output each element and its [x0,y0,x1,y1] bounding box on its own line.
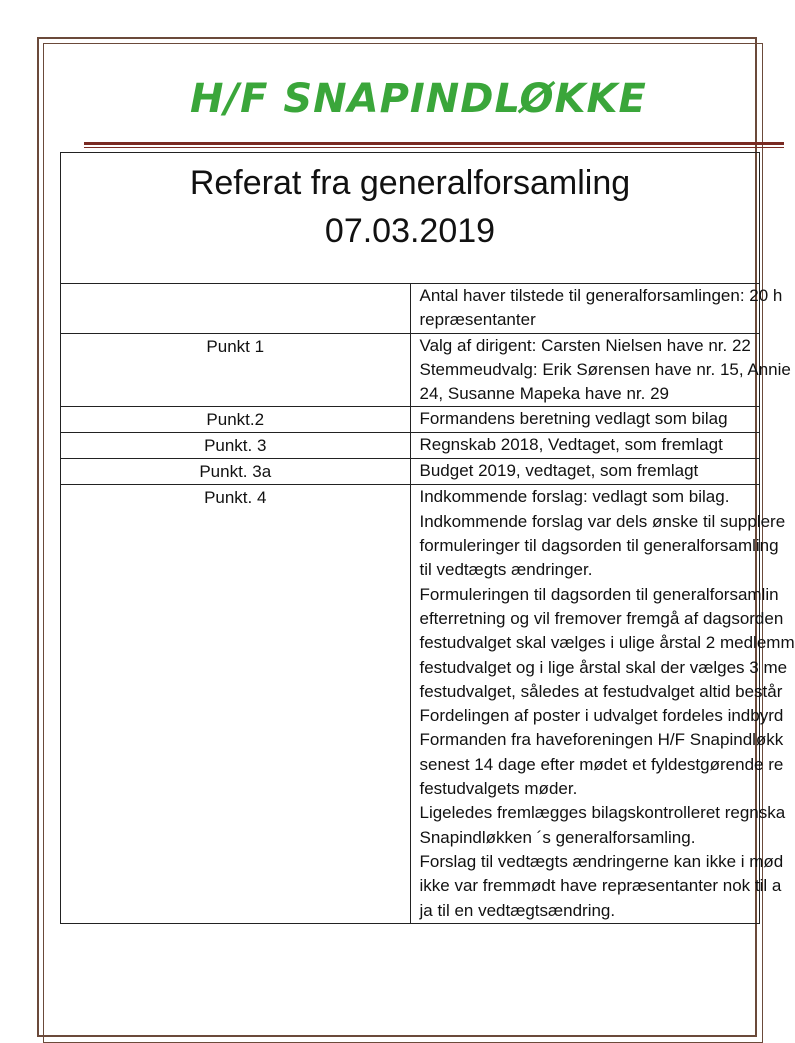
header-divider [84,142,784,145]
text-line: 24, Susanne Mapeka have nr. 29 [419,384,670,404]
text-line: Indkommende forslag: vedlagt som bilag. [419,487,730,507]
text-line: festudvalget og i lige årstal skal der vælges 3 me [419,657,788,677]
agenda-row [61,459,760,485]
text-line: Ligeledes fremlægges bilagskontrolleret regnska [419,803,786,823]
document-title: Referat fra generalforsamling [189,164,631,202]
agenda-row [61,333,760,407]
text-line: Formuleringen til dagsorden til generalforsamlin [419,584,779,604]
minutes-table [60,152,795,924]
agenda-item-label: Punkt 1 [61,333,411,407]
meeting-date: 07.03.2019 [324,212,496,250]
agenda-item-text [410,333,791,407]
agenda-rows [61,284,795,924]
text-line: til vedtægts ændringer. [419,560,593,580]
agenda-item-label: Punkt. 3a [61,459,411,485]
text-line: Stemmeudvalg: Erik Sørensen have nr. 15, Annie [419,359,791,379]
text-line: festudvalgets møder. [419,779,578,799]
agenda-item-text [410,284,783,334]
text-line: festudvalget, således at festudvalget altid består [419,681,783,701]
text-line: Fordelingen af poster i udvalget fordeles indbyrd [419,706,784,726]
agenda-item-label: Punkt. 3 [61,433,411,459]
text-line: Budget 2019, vedtaget, som fremlagt [419,461,699,481]
text-line: formuleringer til dagsorden til generalforsamling [419,536,779,556]
header-divider-thin [84,147,784,148]
title-row [61,153,760,284]
text-line: Forslag til vedtægts ændringerne kan ikke i mød [419,851,784,871]
text-line: Valg af dirigent: Carsten Nielsen have nr. 22 [419,335,751,355]
agenda-item-label: Punkt.2 [61,407,411,433]
text-line: repræsentanter [419,310,536,330]
text-line: Formanden fra haveforeningen H/F Snapindløkk [419,730,784,750]
agenda-row [61,485,760,923]
text-line: senest 14 dage efter mødet et fyldestgørende re [419,754,784,774]
agenda-item-text [410,459,760,485]
agenda-item-label [61,284,411,334]
association-logo-text: H/F SNAPINDLØKKE [190,76,647,122]
text-line: ja til en vedtægtsændring. [419,900,616,920]
agenda-row [61,284,760,334]
agenda-row [61,407,760,433]
agenda-row [61,433,760,459]
text-line: Regnskab 2018, Vedtaget, som fremlagt [419,435,723,455]
text-line: ikke var fremmødt have repræsentanter nok til a [419,876,782,896]
text-line: Antal haver tilstede til generalforsamlingen: 20 h [419,286,783,305]
agenda-item-text [410,485,795,923]
title-cell [61,153,760,284]
text-line: efterretning og vil fremover fremgå af dagsorden [419,608,784,628]
agenda-item-text [410,433,760,459]
text-line: Snapindløkken ´s generalforsamling. [419,827,696,847]
text-line: Indkommende forslag var dels ønske til supplere [419,511,786,531]
text-line: festudvalget skal vælges i ulige årstal 2 medlemm [419,633,795,653]
agenda-item-text [410,407,760,433]
text-line: Formandens beretning vedlagt som bilag [419,409,728,429]
agenda-item-label: Punkt. 4 [61,485,411,923]
